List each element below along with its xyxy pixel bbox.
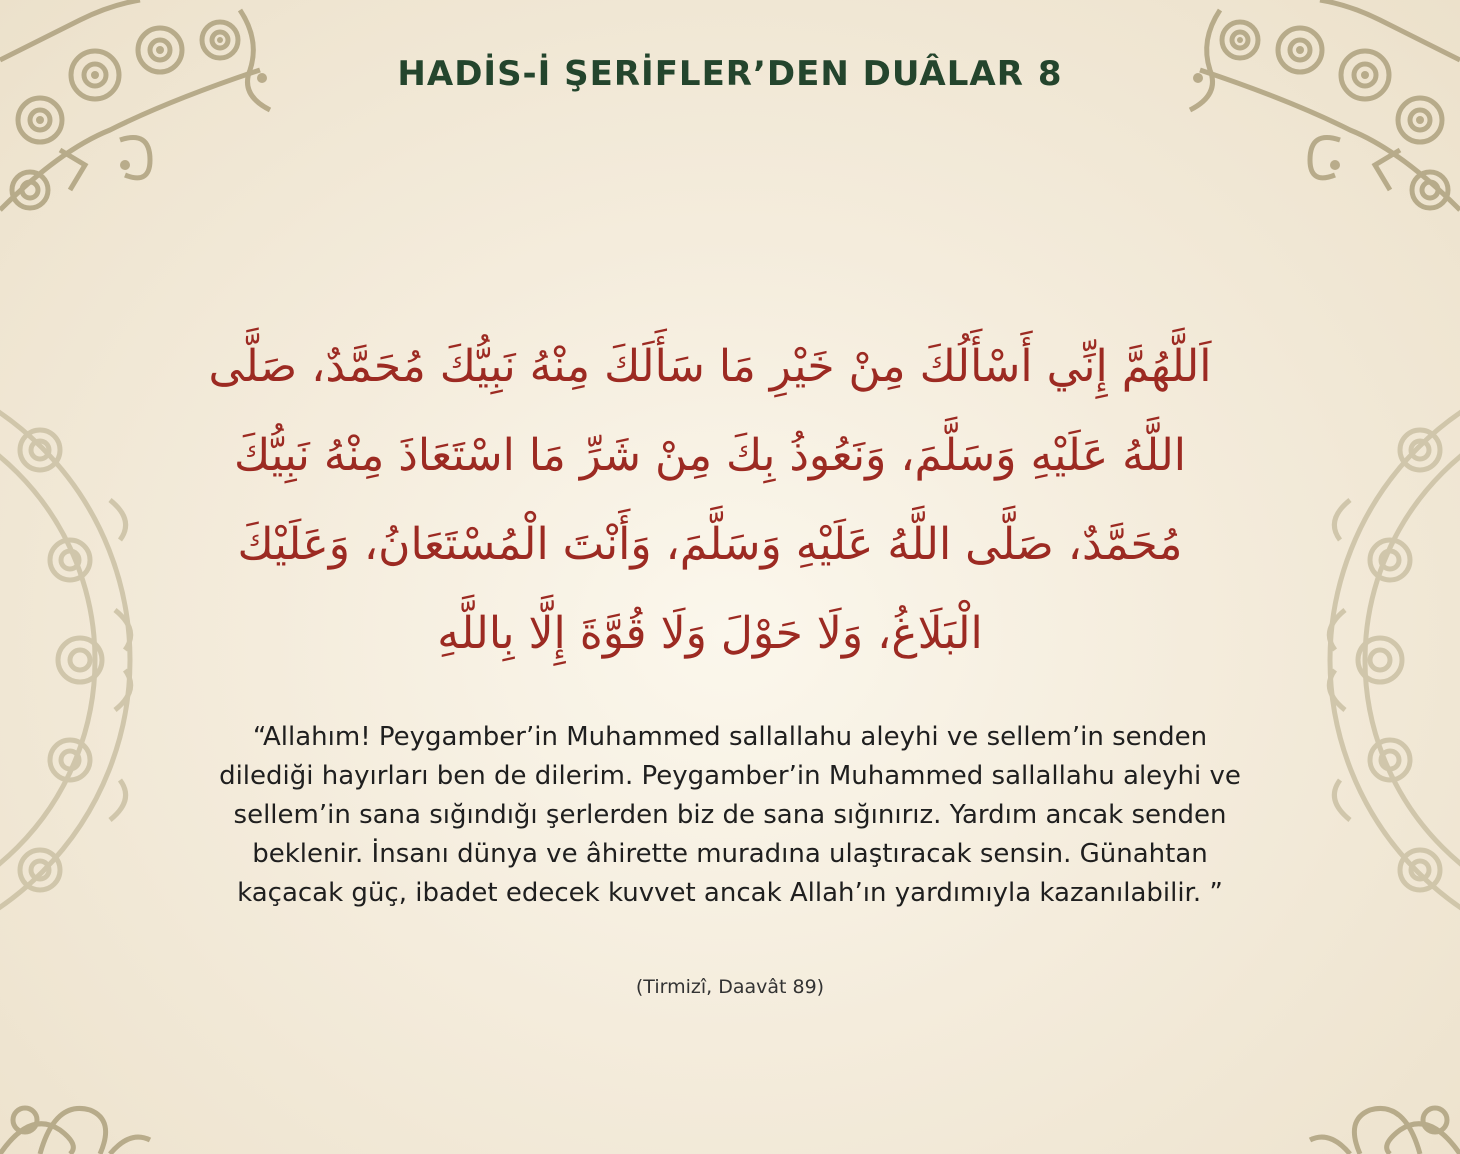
floral-arabesque-icon xyxy=(1160,0,1460,230)
translation-text: “Allahım! Peygamber’in Muhammed sallallahu aleyhi ve sellem’in senden dilediği hayırları ben de dilerim. Peygamber’in Muhammed sallallahu aleyhi ve sellem’in sana sığındığı şerlerden biz de sana sığınırız. Yardım ancak senden beklenir. İnsanı dünya ve âhirette muradına ulaştıracak sensin. Günahtan kaçacak güç, ibadet edecek kuvvet ancak Allah’ın yardımıyla kazanılabilir. ” xyxy=(219,722,1241,908)
source-citation: (Tirmizî, Daavât 89) xyxy=(635,976,825,998)
floral-medallion-icon xyxy=(0,360,160,960)
dua-number: 8 xyxy=(1037,54,1063,94)
floral-medallion-icon xyxy=(1300,360,1460,960)
floral-arabesque-icon xyxy=(0,0,300,230)
title-text: HADİS-İ ŞERİFLER’DEN DUÂLAR xyxy=(397,54,1024,94)
floral-arabesque-icon xyxy=(0,1070,180,1154)
page-title xyxy=(0,54,1460,94)
floral-arabesque-icon xyxy=(1280,1070,1460,1154)
arabic-dua-text: اَللَّهُمَّ إِنِّي أَسْأَلُكَ مِنْ خَيْرِ مَا سَأَلَكَ مِنْهُ نَبِيُّكَ مُحَمَّدٌ، صَلَّى اللَّهُ عَلَيْهِ وَسَلَّمَ، وَنَعُوذُ بِكَ مِنْ شَرِّ مَا اسْتَعَاذَ مِنْهُ نَبِيُّكَ مُحَمَّدٌ، صَلَّى اللَّهُ عَلَيْهِ وَسَلَّمَ، وَأَنْتَ الْمُسْتَعَانُ، وَعَلَيْكَ الْبَلَاغُ، وَلَا حَوْلَ وَلَا قُوَّةَ إِلَّا بِاللَّهِ xyxy=(208,341,1212,659)
